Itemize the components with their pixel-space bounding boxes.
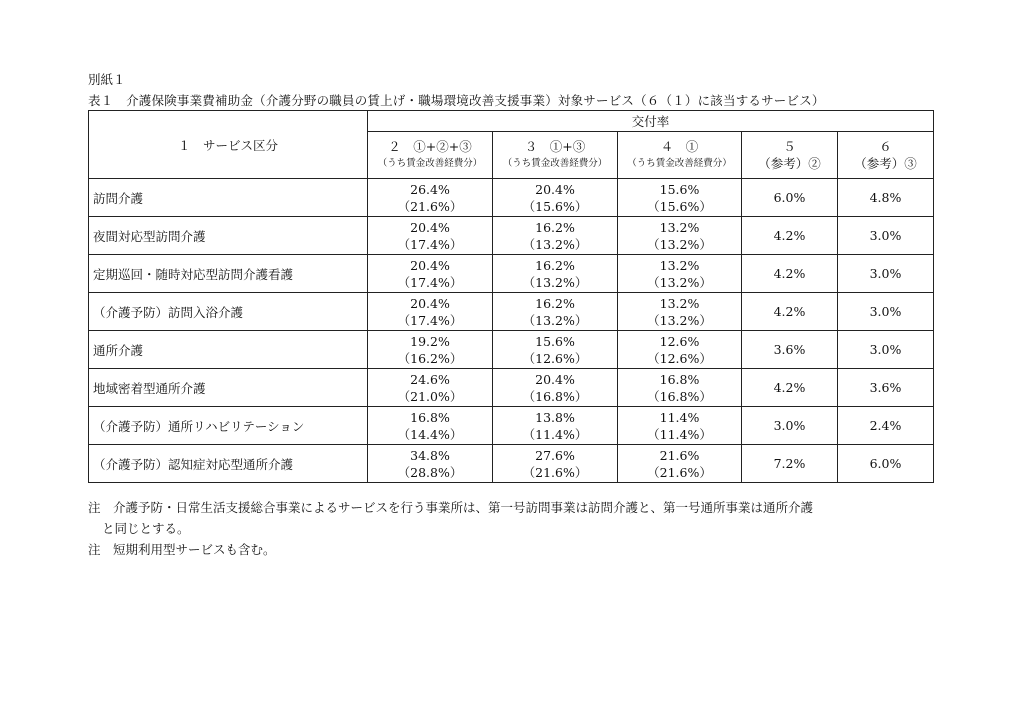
column-header-5-sub: （参考）② [758, 156, 821, 171]
rate-value: 16.2% [535, 219, 575, 235]
wage-portion-value: （21.6%） [522, 464, 588, 480]
rate-value: 15.6% [535, 333, 575, 349]
rate-value: 16.2% [535, 257, 575, 273]
rate-cell-1-3 [493, 445, 618, 483]
rate-value: 20.4% [410, 219, 450, 235]
reference-rate-2: 3.0% [742, 407, 838, 445]
wage-portion-value: （16.8%） [522, 388, 588, 404]
table-row [89, 255, 934, 293]
rate-cell-total [368, 217, 493, 255]
reference-rate-2: 4.2% [742, 293, 838, 331]
rate-cell-1 [618, 293, 742, 331]
table-row [89, 331, 934, 369]
wage-portion-value: （16.2%） [397, 350, 463, 366]
rate-cell-1 [618, 179, 742, 217]
rate-cell-total [368, 369, 493, 407]
column-header-4-main: ４ ① [660, 139, 699, 154]
rate-value: 13.8% [535, 409, 575, 425]
rate-cell-total [368, 255, 493, 293]
rate-value: 20.4% [535, 181, 575, 197]
wage-portion-value: （21.6%） [397, 198, 463, 214]
rate-cell-1-3 [493, 217, 618, 255]
note-comprehensive-services-continued: と同じとする。 [102, 521, 190, 536]
rate-cell-1 [618, 331, 742, 369]
rate-cell-1 [618, 255, 742, 293]
column-header-5-main: ５ [783, 139, 796, 154]
reference-rate-3: 4.8% [838, 179, 934, 217]
rate-cell-total [368, 179, 493, 217]
column-header-4-sub: （うち賃金改善経費分） [627, 158, 732, 169]
rate-value: 13.2% [659, 257, 700, 273]
rate-cell-total [368, 331, 493, 369]
reference-rate-2: 4.2% [742, 255, 838, 293]
service-name: 定期巡回・随時対応型訪問介護看護 [89, 255, 368, 293]
rate-cell-1-3 [493, 293, 618, 331]
wage-portion-value: （28.8%） [397, 464, 463, 480]
rate-value: 20.4% [410, 295, 450, 311]
service-category-header: １ サービス区分 [89, 111, 368, 179]
table-row [89, 445, 934, 483]
rate-value: 13.2% [659, 295, 700, 311]
column-header-2 [368, 132, 493, 179]
reference-rate-3: 3.0% [838, 255, 934, 293]
wage-portion-value: （16.8%） [647, 388, 712, 404]
wage-portion-value: （13.2%） [522, 274, 588, 290]
column-header-3-sub: （うち賃金改善経費分） [502, 158, 608, 169]
rate-value: 34.8% [410, 447, 450, 463]
wage-portion-value: （12.6%） [522, 350, 588, 366]
service-name: 訪問介護 [89, 179, 368, 217]
reference-rate-2: 3.6% [742, 331, 838, 369]
grant-rate-header: 交付率 [368, 111, 934, 132]
rate-cell-1-3 [493, 255, 618, 293]
service-name: （介護予防）訪問入浴介護 [89, 293, 368, 331]
reference-rate-3: 6.0% [838, 445, 934, 483]
reference-rate-3: 3.0% [838, 293, 934, 331]
table-row [89, 407, 934, 445]
rate-cell-total [368, 445, 493, 483]
rate-cell-total [368, 293, 493, 331]
table-row [89, 217, 934, 255]
column-header-3-main: ３ ①+③ [524, 139, 586, 154]
service-name: （介護予防）通所リハビリテーション [89, 407, 368, 445]
wage-portion-value: （13.2%） [647, 274, 712, 290]
column-header-6-sub: （参考）③ [854, 156, 917, 171]
rate-cell-1-3 [493, 331, 618, 369]
rate-cell-1-3 [493, 369, 618, 407]
wage-portion-value: （13.2%） [647, 312, 712, 328]
rate-value: 15.6% [659, 181, 700, 197]
table-row [89, 369, 934, 407]
rate-cell-1 [618, 217, 742, 255]
wage-portion-value: （12.6%） [647, 350, 712, 366]
column-header-4 [618, 132, 742, 179]
table-notes [88, 497, 813, 560]
rate-value: 20.4% [535, 371, 575, 387]
wage-portion-value: （13.2%） [522, 236, 588, 252]
rate-value: 26.4% [410, 181, 450, 197]
column-header-6 [838, 132, 934, 179]
reference-rate-2: 7.2% [742, 445, 838, 483]
rate-value: 27.6% [535, 447, 575, 463]
rate-value: 16.8% [410, 409, 450, 425]
note-short-term-services: 注 短期利用型サービスも含む。 [88, 542, 276, 557]
wage-portion-value: （13.2%） [522, 312, 588, 328]
wage-portion-value: （21.6%） [647, 464, 712, 480]
rate-cell-1 [618, 445, 742, 483]
table-row [89, 179, 934, 217]
rate-value: 16.8% [659, 371, 700, 387]
wage-portion-value: （15.6%） [522, 198, 588, 214]
rate-value: 24.6% [410, 371, 450, 387]
rate-value: 20.4% [410, 257, 450, 273]
reference-rate-2: 6.0% [742, 179, 838, 217]
wage-portion-value: （21.0%） [397, 388, 463, 404]
subsidy-rate-table [88, 110, 934, 483]
column-header-2-main: ２ ①+②+③ [388, 139, 472, 154]
table-title: 表１ 介護保険事業費補助金（介護分野の職員の賃上げ・職場環境改善支援事業）対象サービス（６（１）に該当するサービス） [88, 93, 825, 108]
table-row [89, 293, 934, 331]
wage-portion-value: （17.4%） [397, 274, 463, 290]
reference-rate-2: 4.2% [742, 369, 838, 407]
rate-value: 13.2% [659, 219, 700, 235]
wage-portion-value: （13.2%） [647, 236, 712, 252]
rate-value: 16.2% [535, 295, 575, 311]
reference-rate-3: 3.6% [838, 369, 934, 407]
wage-portion-value: （17.4%） [397, 236, 463, 252]
attachment-label: 別紙１ [88, 72, 126, 87]
rate-value: 11.4% [659, 409, 700, 425]
wage-portion-value: （11.4%） [647, 426, 712, 442]
note-comprehensive-services: 注 介護予防・日常生活支援総合事業によるサービスを行う事業所は、第一号訪問事業は訪問介護と、第一号通所事業は通所介護 [88, 500, 814, 515]
column-header-6-main: ６ [879, 139, 892, 154]
column-header-3 [493, 132, 618, 179]
reference-rate-3: 3.0% [838, 331, 934, 369]
rate-cell-total [368, 407, 493, 445]
rate-cell-1-3 [493, 179, 618, 217]
rate-cell-1-3 [493, 407, 618, 445]
rate-cell-1 [618, 407, 742, 445]
rate-value: 19.2% [410, 333, 450, 349]
rate-value: 12.6% [659, 333, 700, 349]
rate-cell-1 [618, 369, 742, 407]
rate-value: 21.6% [659, 447, 700, 463]
reference-rate-3: 3.0% [838, 217, 934, 255]
service-name: 通所介護 [89, 331, 368, 369]
column-header-2-sub: （うち賃金改善経費分） [377, 158, 483, 169]
service-name: （介護予防）認知症対応型通所介護 [89, 445, 368, 483]
column-header-5 [742, 132, 838, 179]
wage-portion-value: （15.6%） [647, 198, 712, 214]
wage-portion-value: （11.4%） [522, 426, 588, 442]
service-name: 夜間対応型訪問介護 [89, 217, 368, 255]
reference-rate-2: 4.2% [742, 217, 838, 255]
service-name: 地域密着型通所介護 [89, 369, 368, 407]
wage-portion-value: （14.4%） [397, 426, 463, 442]
reference-rate-3: 2.4% [838, 407, 934, 445]
wage-portion-value: （17.4%） [397, 312, 463, 328]
